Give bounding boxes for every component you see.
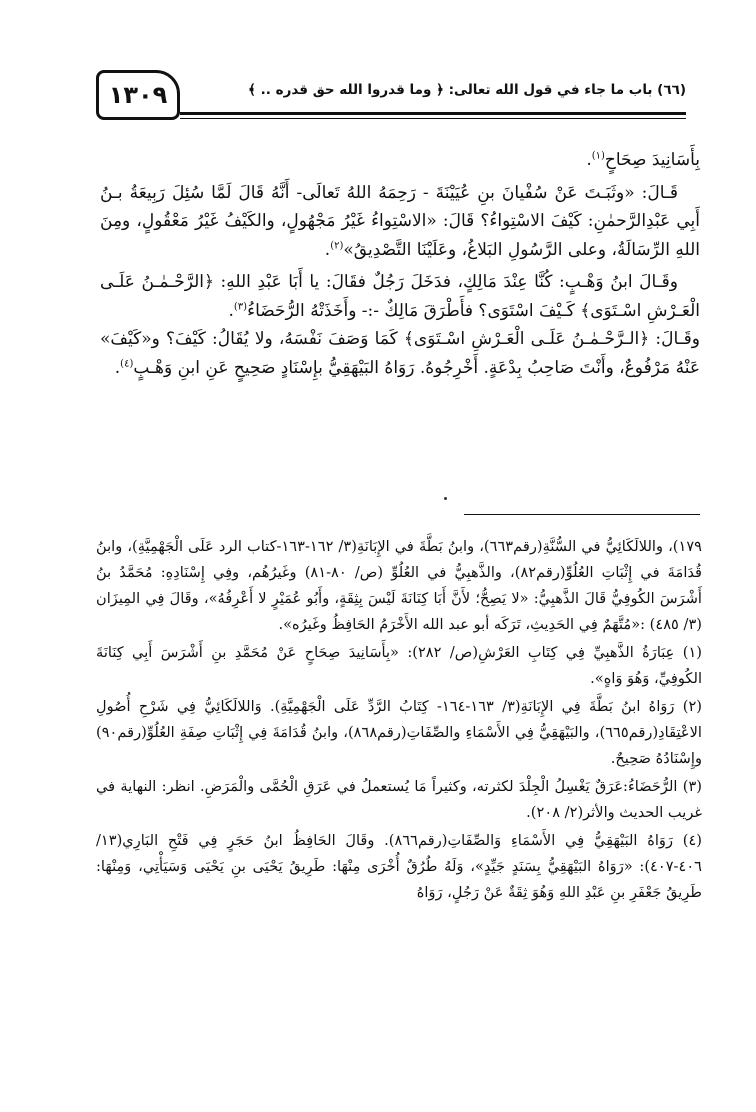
decorative-dot xyxy=(444,497,447,500)
footnote-2: (٢) رَوَاهُ ابنُ بَطَّةَ فِي الإِبَانَةِ(٣/ ١٦٣-١٦٤- كِتَابُ الرَّدِّ عَلَى الْجَهْمِيَّةِ). وَاللالَكَائِيُّ فِي شَرْحِ أُصُولِ الاعْتِقَادِ(رقم٦٦٥)، والبَيْهَقِيُّ فِي الأَسْمَاءِ والصِّفَاتِ(رقم٨٦٨)، وابنُ قُدَامَةَ فِي إِثْبَاتِ صِفَةِ العُلُوِّ(رقم٩٠) وإِسْنَادُهُ صَحِيحٌ. xyxy=(96,698,702,767)
main-paragraph: وقَـالَ: ﴿الـرَّحْـمٰـنُ عَلَـى الْعَـرْشِ اسْـتَوَى﴾ كَمَا وَصَفَ نَفْسَهُ، ولا يُقَالُ: كَيْفَ؟ و«كَيْفَ» عَنْهُ مَرْفُوعٌ، وأَنْتَ صَاحِبُ بِدْعَةٍ. أَخْرِجُوهُ. رَوَاهُ البَيْهَقِيُّ بإِسْنَادٍ صَحِيحٍ عَنِ ابنِ وَهْـبٍ$^{(٤)}$. xyxy=(100,329,700,378)
footnote-continuation: ١٧٩)، واللالَكَائِيُّ في السُّنَّةِ(رقم٦٦٣)، وابنُ بَطَّةَ في الإِبَانَةِ(٣/ ١٦٢-١٦٣-كتاب الرد عَلَى الْجَهْمِيَّةِ)، وابنُ قُدَامَةَ في إِثْبَاتِ العُلُوِّ(رقم٨٢)، والذَّهبِيُّ في العُلُوِّ (ص/ ٨٠-٨١) وغَيرُهُم، وفِي إِسْنَادِهِ: مُحَمَّدُ بنُ أَشْرَسَ الكُوفِيُّ قَالَ الذَّهبِيُّ: «لا يَصِحُّ؛ لأَنَّ أَبَا كِنَانَةَ لَيْسَ بِثِقَةٍ، وأَبُو عُمَيْرٍ لا أَعْرِفُهُ»، وقَالَ فِي المِيزَان (٣/ ٤٨٥) :«مُتَّهَمٌ فِي الحَدِيثِ، تَرَكَه أبو عبد الله الأَخْرَمُ الحَافِظُ وغَيرُه». xyxy=(96,538,703,633)
main-paragraph: وقَـالَ ابنُ وَهْـبٍ: كُنَّا عِنْدَ مَالِكٍ، فدَخَلَ رَجُلٌ فقَالَ: يا أَبَا عَبْدِ اللهِ: ﴿الرَّحْـمٰـنُ عَلَـى الْعَـرْشِ اسْـتَوَى﴾ كَـيْفَ اسْتَوَى؟ فأَطْرَقَ مَالِكٌ -:- وأَخَذَتْهُ الرُّحَضَاءُ$^{(٣)}$. xyxy=(100,272,700,321)
footnote-4: (٤) رَوَاهُ البَيْهَقِيُّ فِي الأَسْمَاءِ وَالصِّفَاتِ(رقم٨٦٦). وقَالَ الحَافِظُ ابنُ حَجَرٍ فِي فَتْحِ البَارِي(١٣/ ٤٠٦-٤٠٧): «رَوَاهُ البَيْهَقِيُّ بِسَنَدٍ جَيِّدٍ»، وَلَهُ طُرُقٌ أُخْرَى مِنْهَا: طَرِيقُ يَحْيَى بنِ يَحْيَى وَسَيَأْتِي، وَمِنْهَا: طَرِيقُ جَعْفَرِ بنِ عَبْدِ اللهِ وَهُوَ ثِقَةٌ عَنْ رَجُلٍ، رَوَاهُ xyxy=(96,832,702,901)
main-text xyxy=(100,146,700,382)
footnote-3: (٣) الرُّحَضَاءُ:عَرَقٌ يَغْسِلُ الْجِلْدَ لكثرته، وكثيراً مَا يُستعملُ في عَرَقِ الْحُمَّى والْمَرَضِ. انظر: النهاية في غريب الحديث والأثر(٢/ ٢٠٨). xyxy=(96,778,702,821)
header-rule xyxy=(180,112,686,115)
running-head: (٦٦) باب ما جاء في قول الله تعالى: ﴿ وما قدروا الله حق قدره .. ﴾ xyxy=(248,82,686,98)
note-ref: (٢) xyxy=(330,239,344,251)
main-paragraph: بِأَسَانِيدَ صِحَاحٍ$^{(١)}$. xyxy=(586,150,700,170)
note-ref: (١) xyxy=(591,150,605,162)
main-paragraph: قَـالَ: «وثَبَـتَ عَنْ سُفْيانَ بنِ عُيَيْنَةَ - رَحِمَهُ اللهُ تَعالَى- أَنَّهُ قَالَ لَمَّا سُئِلَ رَبِيعَةُ بـنُ أَبِي عَبْدِالرَّحمٰنِ: كَيْفَ الاسْتِواءُ؟ قَالَ: «الاسْتِواءُ غَيْرُ مَجْهُولٍ، والكَيْفُ غَيْرُ مَعْقُولٍ، ومِنَ اللهِ الرِّسَالَةُ، وعلى الرَّسُولِ البَلاغُ، وعَلَيْنَا التَّصْدِيقُ»$^{(٢)}$. xyxy=(100,182,700,260)
note-ref: (٣) xyxy=(233,300,248,312)
note-ref: (٤) xyxy=(120,357,134,369)
footnote-divider xyxy=(464,514,700,515)
footnotes xyxy=(96,534,702,908)
header-rule-thin xyxy=(180,118,686,119)
footnote-1: (١) عِبَارَةُ الذَّهبِيِّ فِي كِتَابِ العَرْشِ(ص/ ٢٨٢): «بِأَسَانِيدَ صِحَاحٍ عَنْ مُحَمَّدِ بنِ أَشْرَسَ أَبِي كِنَانَةَ الكُوفِيِّ، وَهُوَ وَاهٍ». xyxy=(96,644,702,687)
page-header xyxy=(96,70,686,122)
page-number: ١٣٠٩ xyxy=(108,81,168,109)
page-number-frame xyxy=(96,70,180,120)
